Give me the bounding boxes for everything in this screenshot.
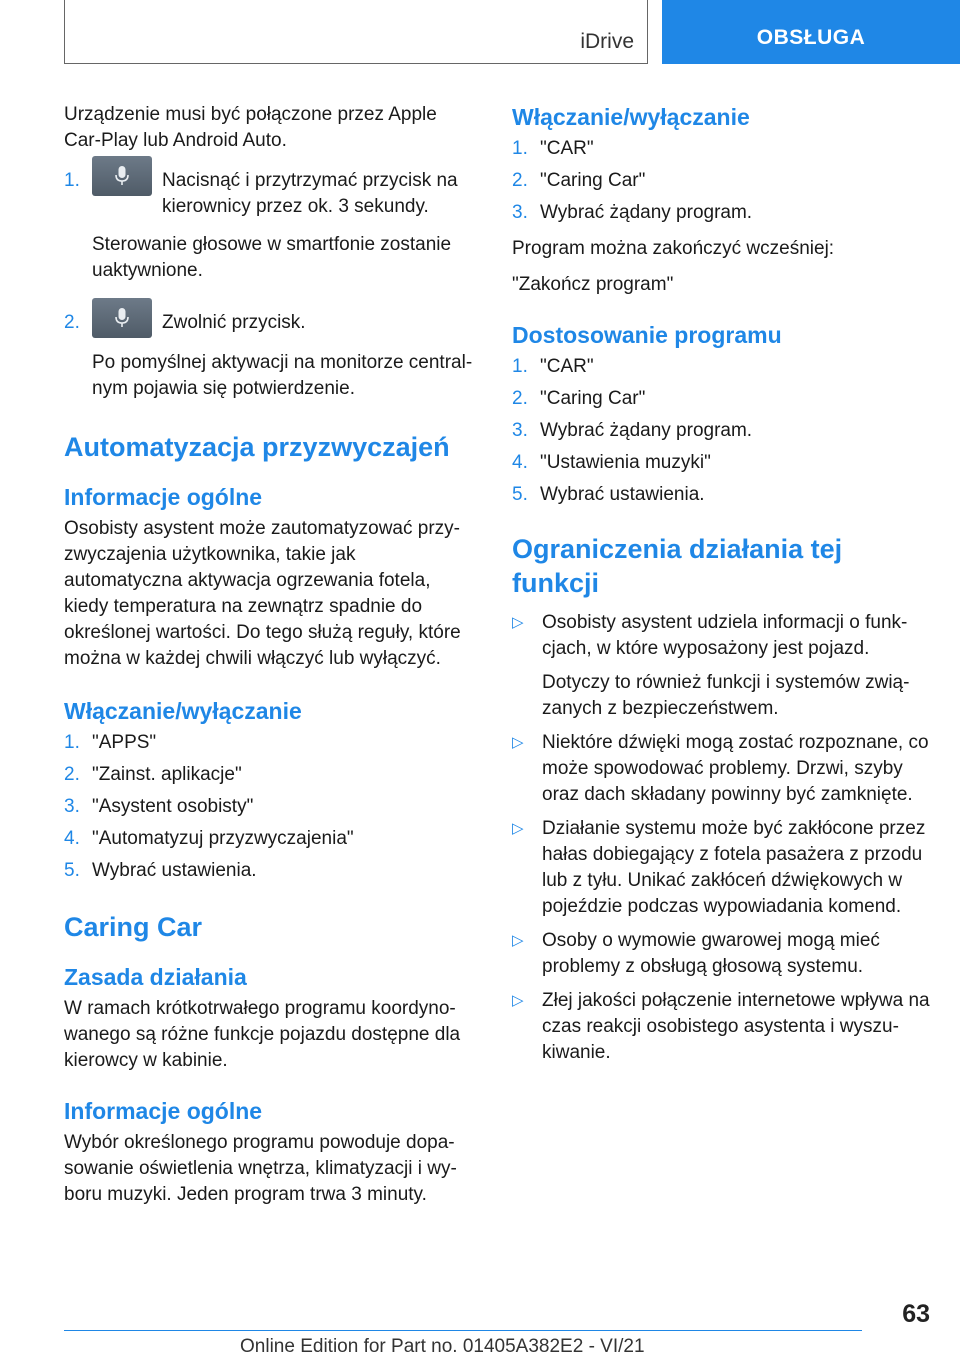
triangle-bullet-icon: ▷ (512, 932, 524, 949)
limitation-note: Dotyczy to również funkcji i systemów zwią-zanych z bezpieczeństwem. (542, 672, 910, 719)
end-program-command: "Zakończ program" (512, 274, 674, 295)
heading-caring-car: Caring Car (64, 912, 203, 942)
heading-on-off: Włączanie/wyłączanie (64, 698, 302, 724)
list-number: 3. (512, 202, 528, 223)
list-text: "Caring Car" (540, 388, 646, 409)
footer-edition: Online Edition for Part no. 01405A382E2 - VI/21 (240, 1336, 645, 1357)
limitation-item (512, 610, 930, 722)
list-number: 1. (512, 356, 528, 377)
limitation-text: Złej jakości połączenie internetowe wpływa na czas reakcji osobistego asystenta i wyszu-kiwanie. (542, 990, 930, 1063)
list-text: "Automatyzuj przyzwyczajenia" (92, 828, 354, 849)
list-text: Wybrać żądany program. (540, 420, 753, 441)
header-section-label: iDrive (580, 30, 634, 53)
list-number: 1. (64, 732, 80, 753)
list-number: 4. (64, 828, 80, 849)
list-item (512, 482, 930, 508)
step-text: Zwolnić przycisk. (162, 312, 306, 333)
step-item (64, 168, 476, 284)
microphone-icon (114, 165, 130, 187)
list-text: "Zainst. aplikacje" (92, 764, 242, 785)
intro-paragraph: Urządzenie musi być połączone przez Apple Car-Play lub Android Auto. (64, 104, 437, 151)
caring-on-off-steps (512, 136, 930, 226)
header-frame (64, 0, 648, 64)
step-text: Nacisnąć i przytrzymać przycisk na kierownicy przez ok. 3 sekundy. (162, 170, 458, 217)
microphone-icon (114, 307, 130, 329)
list-number: 3. (64, 796, 80, 817)
triangle-bullet-icon: ▷ (512, 614, 524, 631)
list-number: 2. (64, 764, 80, 785)
list-text: "Ustawienia muzyki" (540, 452, 711, 473)
list-item (512, 200, 930, 226)
list-item (512, 450, 930, 476)
microphone-button-image (92, 156, 152, 196)
list-text: "APPS" (92, 732, 157, 753)
end-program-paragraph: Program można zakończyć wcześniej: (512, 238, 835, 259)
list-number: 5. (64, 860, 80, 881)
heading-limitations: Ograniczenia działania tej funkcji (512, 534, 843, 598)
page-number: 63 (902, 1300, 930, 1328)
step-note: Po pomyślnej aktywacji na monitorze central-nym pojawia się potwierdzenie. (92, 352, 473, 399)
list-number: 2. (512, 388, 528, 409)
list-text: Wybrać ustawienia. (540, 484, 705, 505)
list-number: 2. (512, 170, 528, 191)
list-item (512, 168, 930, 194)
adjust-steps (512, 354, 930, 508)
header-tab-obsluga[interactable] (662, 0, 960, 64)
list-number: 5. (512, 484, 528, 505)
list-text: Wybrać ustawienia. (92, 860, 257, 881)
step-item (64, 310, 476, 402)
limitation-item (512, 730, 930, 808)
limitation-item (512, 928, 930, 980)
list-number: 1. (512, 138, 528, 159)
list-item (64, 826, 476, 852)
list-text: "CAR" (540, 138, 594, 159)
heading-general-info-2: Informacje ogólne (64, 1098, 263, 1124)
heading-on-off-caring: Włączanie/wyłączanie (512, 104, 750, 130)
heading-principle: Zasada działania (64, 964, 247, 990)
heading-adjust-program: Dostosowanie programu (512, 322, 782, 348)
principle-paragraph: W ramach krótkotrwałego programu koordyno-wanego są różne funkcje pojazdu dostępne dla kierowcy w kabinie. (64, 998, 461, 1071)
triangle-bullet-icon: ▷ (512, 820, 524, 837)
microphone-button-image (92, 298, 152, 338)
heading-automation: Automatyzacja przyzwyczajeń (64, 432, 450, 462)
step-number: 2. (64, 312, 80, 333)
list-item (64, 730, 476, 756)
list-number: 3. (512, 420, 528, 441)
list-text: "Asystent osobisty" (92, 796, 254, 817)
limitation-text: Osobisty asystent udziela informacji o funk-cjach, w które wyposażony jest pojazd. (542, 612, 908, 659)
list-text: "Caring Car" (540, 170, 646, 191)
list-item (512, 418, 930, 444)
list-item (64, 762, 476, 788)
limitation-item (512, 816, 930, 920)
list-item (512, 386, 930, 412)
step-number: 1. (64, 170, 80, 191)
triangle-bullet-icon: ▷ (512, 992, 524, 1009)
header-tab-label: OBSŁUGA (756, 26, 866, 49)
list-text: Wybrać żądany program. (540, 202, 753, 223)
limitation-text: Działanie systemu może być zakłócone przez hałas dobiegający z fotela pasażera z przodu lub z tyłu. Unikać zakłóceń dźwiękowych w pojeździe podczas wypowiadania komend. (542, 818, 926, 917)
list-item (512, 136, 930, 162)
list-text: "CAR" (540, 356, 594, 377)
on-off-steps (64, 730, 476, 884)
general-info-paragraph: Osobisty asystent może zautomatyzować przy-zwyczajenia użytkownika, takie jak automatyczna aktywacja ogrzewania fotela, kiedy temperatura na zewnątrz spadnie do określonej wartości. Do tego służą reguły, które można w każdej chwili włączyć lub wyłączyć. (64, 518, 461, 669)
list-item (512, 354, 930, 380)
list-number: 4. (512, 452, 528, 473)
step-note: Sterowanie głosowe w smartfonie zostanie uaktywnione. (92, 234, 452, 281)
limitation-text: Niektóre dźwięki mogą zostać rozpoznane, co może spowodować problemy. Drzwi, szyby oraz dach składany powinny być zamknięte. (542, 732, 929, 805)
list-item (64, 858, 476, 884)
limitations-list (512, 610, 930, 1066)
heading-general-info: Informacje ogólne (64, 484, 263, 510)
left-column (64, 102, 476, 1218)
limitation-item (512, 988, 930, 1066)
list-item (64, 794, 476, 820)
general-info-2-paragraph: Wybór określonego programu powoduje dopa-sowanie oświetlenia wnętrza, klimatyzacji i wy-boru muzyki. Jeden program trwa 3 minuty. (64, 1132, 457, 1205)
footer-divider (64, 1330, 862, 1331)
right-column (512, 102, 930, 1076)
limitation-text: Osoby o wymowie gwarowej mogą mieć problemy z obsługą głosową systemu. (542, 930, 880, 977)
triangle-bullet-icon: ▷ (512, 734, 524, 751)
